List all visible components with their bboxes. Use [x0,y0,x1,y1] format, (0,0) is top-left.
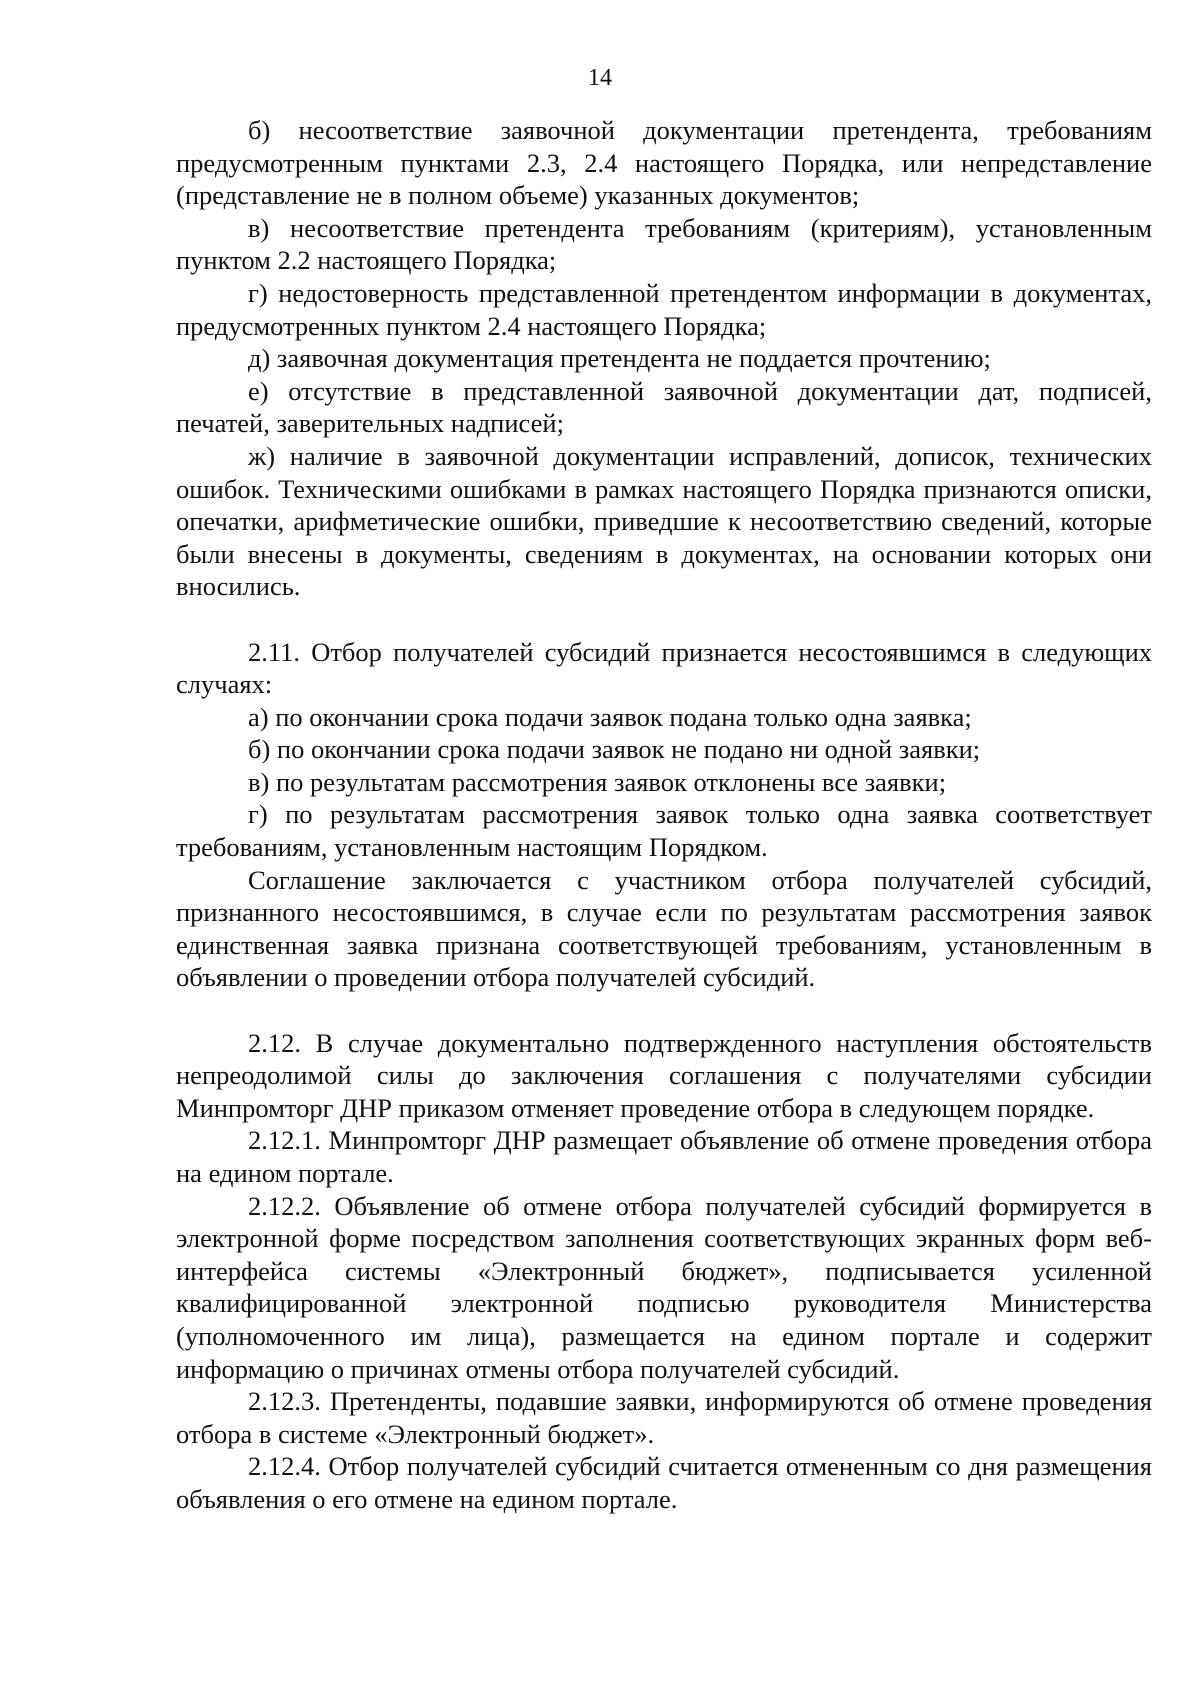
document-body [176,114,1152,1516]
paragraph: е) отсутствие в представленной заявочной документации дат, подписей, печатей, заверительных надписей; [176,375,1152,439]
paragraph: б) несоответствие заявочной документации претендента, требованиям предусмотренным пунктами 2.3, 2.4 настоящего Порядка, или непредставление (представление не в полном объеме) указанных документов; [176,115,1152,211]
paragraph: 2.12.3. Претенденты, подавшие заявки, информируются об отмене проведения отбора в системе «Электронный бюджет». [176,1386,1152,1449]
section-spacer [176,603,1152,636]
paragraph: ж) наличие в заявочной документации исправлений, дописок, технических ошибок. Техническими ошибками в рамках настоящего Порядка признаются описки, опечатки, арифметические ошибки, приведшие к несоответствию сведений, которые были внесены в документы, сведениям в документах, на основании которых они вносились. [176,440,1152,602]
paragraph: 2.12.4. Отбор получателей субсидий считается отмененным со дня размещения объявления о его отмене на едином портале. [176,1451,1152,1514]
paragraph: 2.11. Отбор получателей субсидий признается несостоявшимся в следующих случаях: [176,636,1152,700]
paragraph: д) заявочная документация претендента не поддается прочтению; [248,343,991,374]
paragraph: г) по результатам рассмотрения заявок только одна заявка соответствует требованиям, установленным настоящим Порядком. [176,799,1152,863]
paragraph: 2.12. В случае документально подтвержденного наступления обстоятельств непреодолимой силы до заключения соглашения с получателями субсидии Минпромторг ДНР приказом отменяет проведение отбора в следующем порядке. [176,1027,1152,1123]
paragraph: б) по окончании срока подачи заявок не подано ни одной заявки; [248,734,981,765]
paragraph: г) недостоверность представленной претендентом информации в документах, предусмотренных пунктом 2.4 настоящего Порядка; [176,277,1152,341]
paragraph: в) несоответствие претендента требованиям (критериям), установленным пунктом 2.2 настоящего Порядка; [176,212,1152,276]
paragraph: а) по окончании срока подачи заявок подана только одна заявка; [248,701,972,732]
paragraph: 2.12.1. Минпромторг ДНР размещает объявление об отмене проведения отбора на едином портале. [176,1125,1152,1188]
paragraph: в) по результатам рассмотрения заявок отклонены все заявки; [248,766,947,797]
section-spacer [176,994,1152,1027]
page-number: 14 [588,65,612,91]
paragraph: Соглашение заключается с участником отбора получателей субсидий, признанного несостоявшимся, в случае если по результатам рассмотрения заявок единственная заявка признана соответствующей требованиям, установленным в объявлении о проведении отбора получателей субсидий. [176,864,1152,993]
paragraph: 2.12.2. Объявление об отмене отбора получателей субсидий формируется в электронной форме посредством заполнения соответствующих экранных форм веб-интерфейса системы «Электронный бюджет», подписывается усиленной квалифицированной электронной подписью руководителя Министерства (уполномоченного им лица), размещается на едином портале и содержит информацию о причинах отмены отбора получателей субсидий. [176,1190,1152,1384]
